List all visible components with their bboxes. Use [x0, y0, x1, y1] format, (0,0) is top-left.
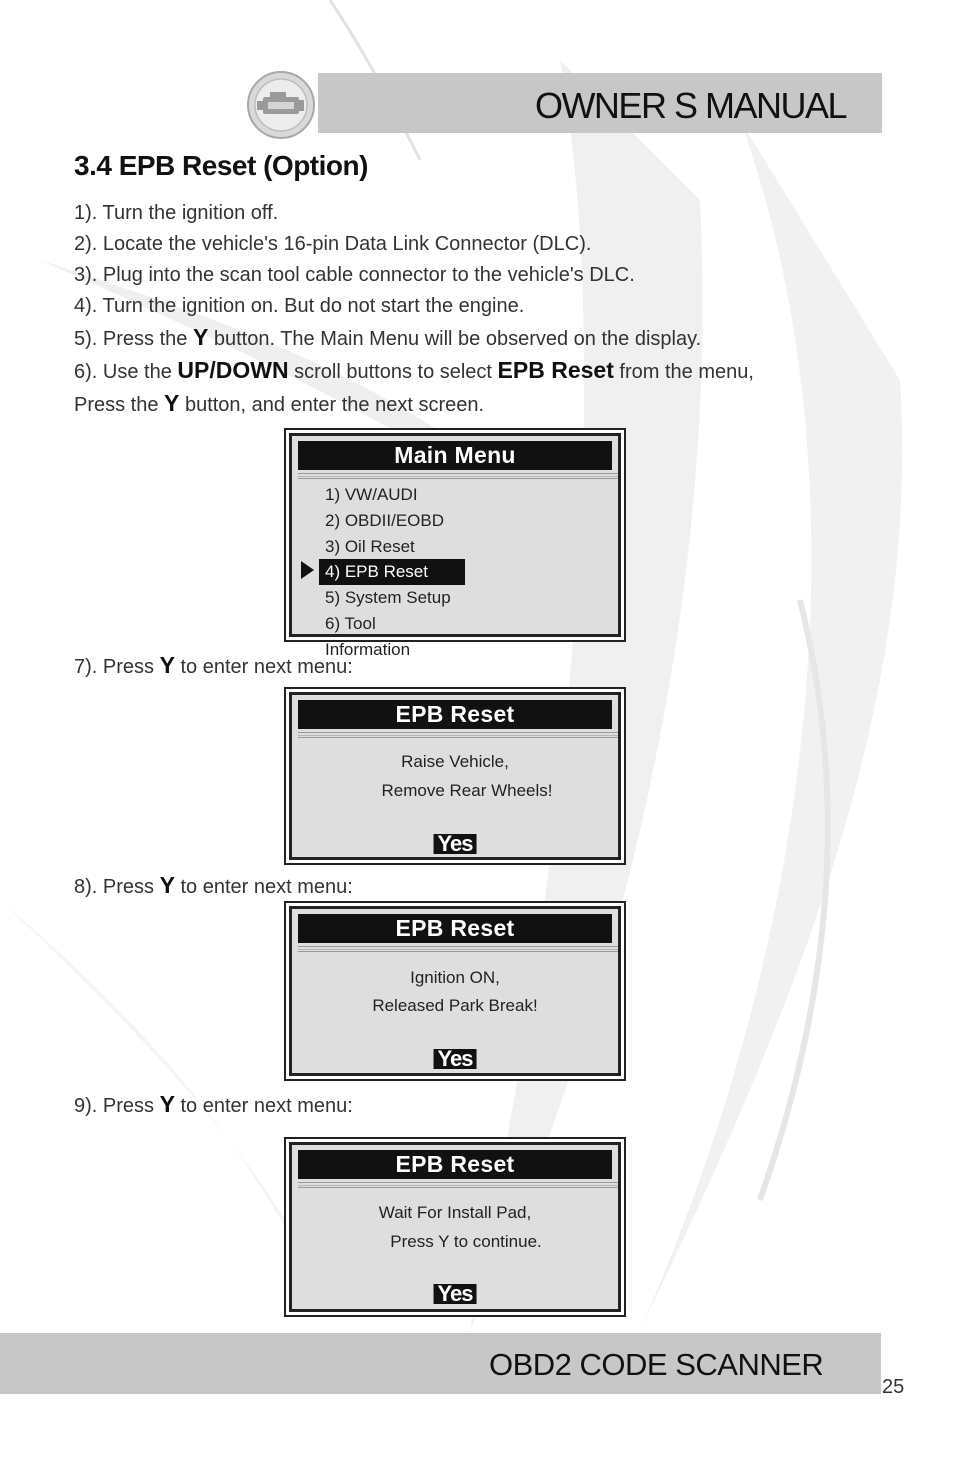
screen-message-line-1: Ignition ON, — [410, 968, 500, 987]
step-1: 1). Turn the ignition off. — [74, 202, 279, 224]
screen-title: EPB Reset — [298, 1150, 612, 1179]
step-5-text: 5). Press the — [74, 328, 193, 350]
step-8-caption — [74, 872, 353, 899]
section-title: 3.4 EPB Reset (Option) — [74, 150, 368, 181]
caption-key: Y — [159, 872, 175, 898]
caption-key: Y — [159, 1091, 175, 1117]
step-5-text-end: button. The Main Menu will be observed on the display. — [208, 328, 702, 350]
step-5-key: Y — [192, 324, 209, 350]
step-7-caption — [74, 652, 353, 679]
footer-title: OBD2 CODE SCANNER — [489, 1347, 824, 1382]
screen-separator — [298, 473, 618, 479]
menu-list — [319, 482, 465, 659]
caption-text: 9). Press — [74, 1095, 160, 1117]
triangle-right-icon — [301, 561, 314, 579]
epb-reset-screen-raise — [284, 687, 626, 865]
yes-button[interactable]: Yes — [434, 834, 477, 854]
step-2: 2). Locate the vehicle's 16-pin Data Link Connector (DLC). — [74, 233, 592, 255]
header-bar — [318, 73, 882, 133]
step-6 — [74, 355, 884, 388]
step-6b-key: Y — [164, 390, 180, 416]
screen-separator — [298, 1182, 618, 1188]
menu-item-tool-information[interactable]: 6) Tool Information — [325, 613, 411, 659]
screen-message-line-2: Press Y to continue. — [390, 1232, 542, 1251]
yes-button[interactable]: Yes — [434, 1049, 477, 1069]
caption-text-end: to enter next menu: — [174, 876, 353, 898]
main-menu-screen — [284, 428, 626, 659]
epb-reset-screen-install-pad — [284, 1137, 626, 1317]
yes-button[interactable]: Yes — [434, 1284, 477, 1304]
step-6-continued — [74, 388, 884, 421]
step-6-key: UP/DOWN — [177, 357, 289, 383]
screen-title: EPB Reset — [298, 914, 612, 943]
caption-key: Y — [159, 652, 175, 678]
step-6-text-end: from the menu, — [613, 361, 754, 383]
instruction-steps — [74, 198, 884, 421]
menu-item-epb-reset[interactable]: 4) EPB Reset — [319, 559, 465, 585]
caption-text-end: to enter next menu: — [174, 1095, 353, 1117]
screen-title: EPB Reset — [298, 700, 612, 729]
step-6b-text-end: button, and enter the next screen. — [179, 394, 485, 416]
epb-reset-screen-ignition — [284, 901, 626, 1081]
caption-text: 7). Press — [74, 656, 160, 678]
step-6b-text: Press the — [74, 394, 165, 416]
step-6-option: EPB Reset — [497, 357, 614, 383]
screen-message-line-2: Released Park Break! — [372, 996, 538, 1015]
step-4: 4). Turn the ignition on. But do not start the engine. — [74, 295, 525, 317]
caption-text: 8). Press — [74, 876, 160, 898]
screen-message-line-1: Raise Vehicle, — [401, 752, 509, 771]
menu-item-vw-audi[interactable]: 1) VW/AUDI — [325, 485, 418, 504]
screen-separator — [298, 732, 618, 738]
header-title: OWNER S MANUAL — [534, 85, 846, 126]
footer-bar — [0, 1333, 881, 1394]
step-5 — [74, 322, 884, 355]
caption-text-end: to enter next menu: — [174, 656, 353, 678]
screen-message-line-2: Remove Rear Wheels! — [381, 781, 553, 800]
menu-item-oil-reset[interactable]: 3) Oil Reset — [325, 536, 415, 556]
menu-item-system-setup[interactable]: 5) System Setup — [325, 588, 451, 608]
engine-check-icon — [246, 70, 316, 140]
menu-item-obdii-eobd[interactable]: 2) OBDII/EOBD — [325, 510, 445, 530]
step-3: 3). Plug into the scan tool cable connector to the vehicle's DLC. — [74, 264, 635, 286]
screen-title: Main Menu — [298, 441, 612, 470]
step-6-text-mid: scroll buttons to select — [288, 361, 498, 383]
page-number: 25 — [882, 1376, 905, 1398]
screen-separator — [298, 946, 618, 952]
step-9-caption — [74, 1091, 353, 1118]
screen-message-line-1: Wait For Install Pad, — [378, 1203, 532, 1222]
step-6-text: 6). Use the — [74, 361, 178, 383]
